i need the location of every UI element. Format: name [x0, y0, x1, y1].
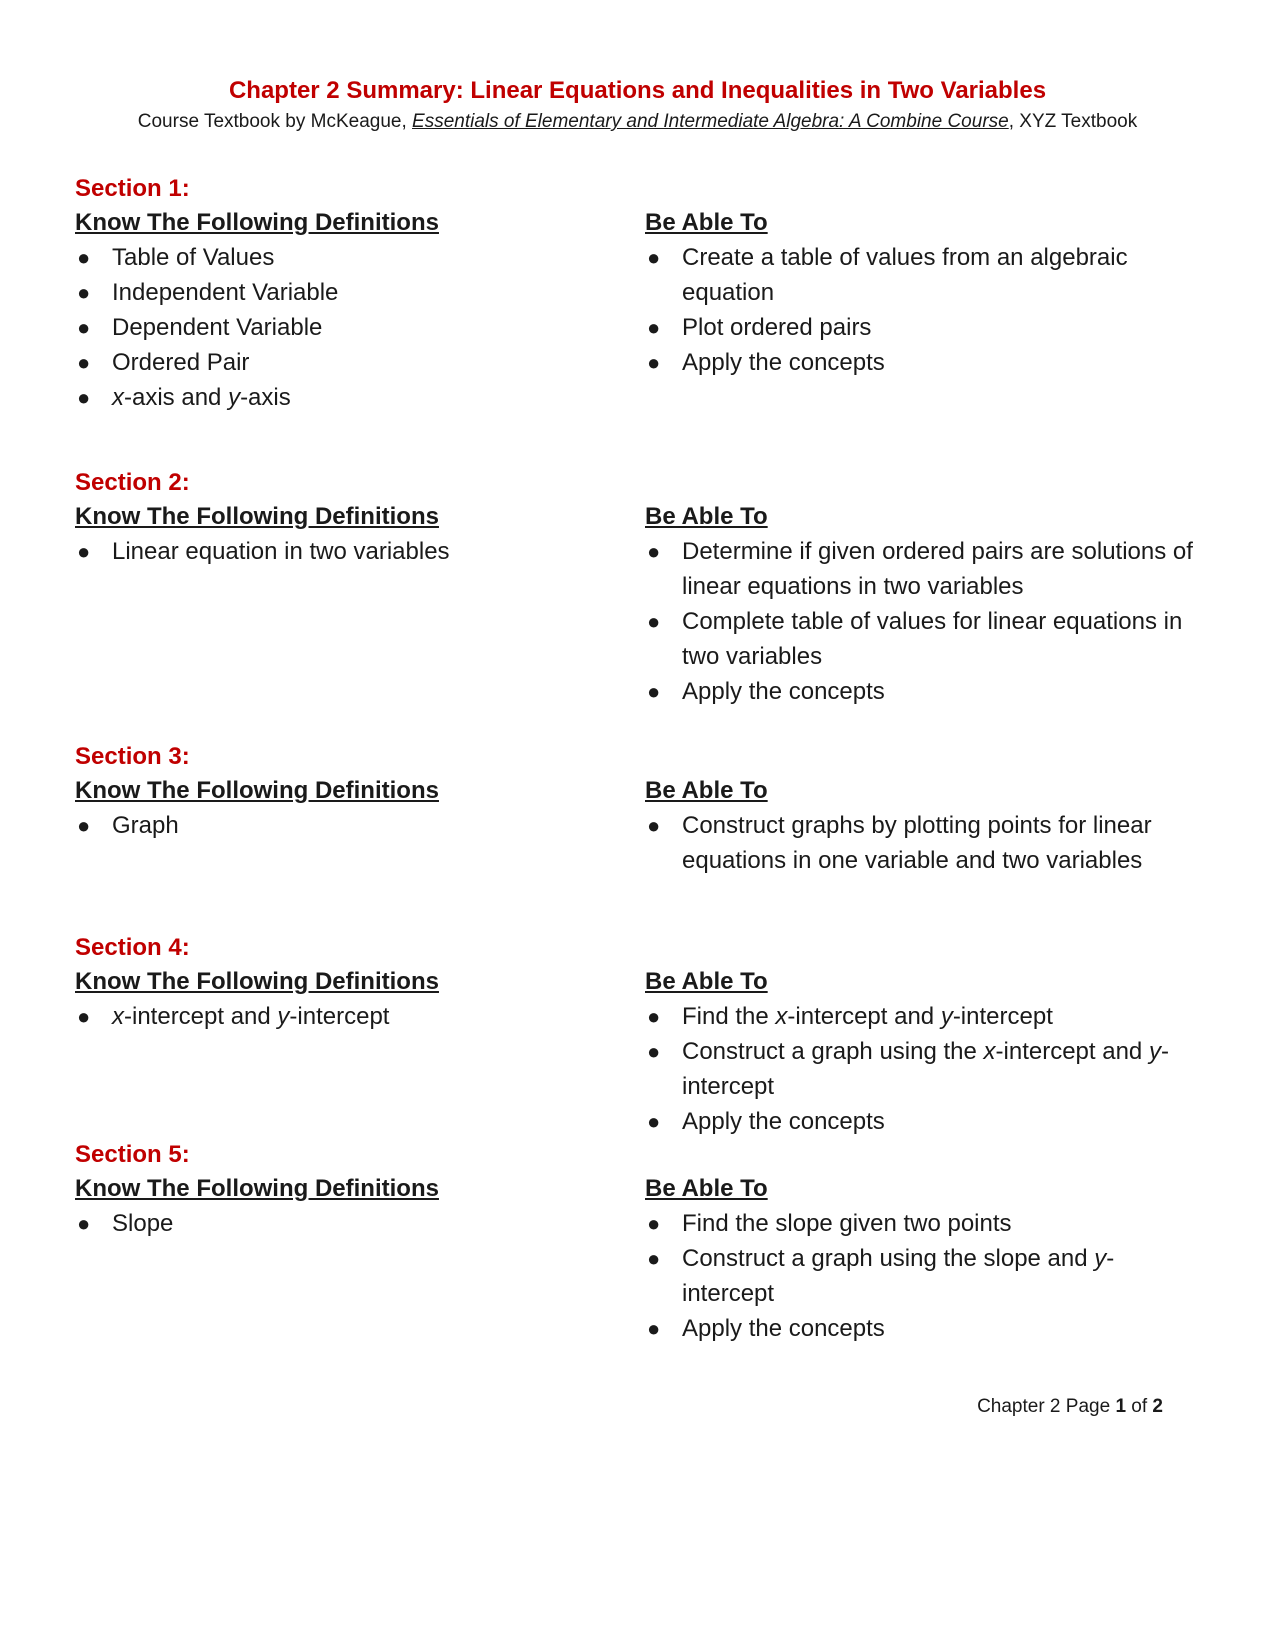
definitions-column	[75, 206, 645, 415]
definitions-column	[75, 965, 645, 1139]
bullet-icon: ●	[77, 280, 91, 305]
bullet-icon: ●	[647, 315, 661, 340]
skills-column	[645, 1172, 1205, 1346]
page-title: Chapter 2 Summary: Linear Equations and Inequalities in Two Variables	[228, 77, 1047, 104]
list-item: ● Apply the concepts	[645, 345, 1205, 380]
bullet-icon: ●	[647, 609, 661, 634]
list-item: ● Determine if given ordered pairs are solutions of linear equations in two variables	[645, 534, 1205, 604]
list-item: ● Find the x-intercept and y-intercept	[645, 999, 1205, 1034]
bullet-icon: ●	[77, 385, 91, 410]
section-5	[75, 1138, 1205, 1346]
skills-heading: Be Able To	[645, 503, 768, 530]
bullet-icon: ●	[647, 1109, 661, 1134]
list-item: ● x-intercept and y-intercept	[75, 999, 645, 1034]
section-1	[75, 172, 1205, 415]
bullet-icon: ●	[77, 315, 91, 340]
definitions-list	[75, 534, 645, 569]
skills-list	[645, 808, 1205, 878]
bullet-icon: ●	[647, 245, 661, 270]
section-4	[75, 931, 1205, 1139]
bullet-icon: ●	[647, 679, 661, 704]
skills-column	[645, 965, 1205, 1139]
section-label: Section 4:	[75, 934, 190, 961]
skills-heading: Be Able To	[645, 968, 768, 995]
skills-list	[645, 240, 1205, 380]
list-item: ● Slope	[75, 1206, 645, 1241]
list-item: ● Find the slope given two points	[645, 1206, 1205, 1241]
list-item: ● Create a table of values from an algebraic equation	[645, 240, 1205, 310]
definitions-list	[75, 999, 645, 1034]
course-textbook-line	[0, 110, 1275, 134]
skills-list	[645, 999, 1205, 1139]
list-item: ● Apply the concepts	[645, 674, 1205, 709]
list-item: ● Apply the concepts	[645, 1104, 1205, 1139]
list-item: ● Ordered Pair	[75, 345, 645, 380]
bullet-icon: ●	[647, 350, 661, 375]
section-label: Section 5:	[75, 1141, 190, 1168]
bullet-icon: ●	[647, 1004, 661, 1029]
bullet-icon: ●	[647, 1246, 661, 1271]
skills-heading: Be Able To	[645, 1175, 768, 1202]
total-pages: 2	[1152, 1396, 1163, 1417]
subtitle-suffix: , XYZ Textbook	[1008, 111, 1138, 132]
list-item: ● Independent Variable	[75, 275, 645, 310]
list-item: ● Construct a graph using the x-intercept and y-intercept	[645, 1034, 1205, 1104]
section-label: Section 2:	[75, 469, 190, 496]
definitions-heading: Know The Following Definitions	[75, 503, 439, 530]
list-item: ● Construct graphs by plotting points for linear equations in one variable and two variables	[645, 808, 1205, 878]
skills-column	[645, 206, 1205, 415]
page-footer	[977, 1395, 1163, 1419]
section-3	[75, 740, 1205, 878]
section-2	[75, 466, 1205, 709]
skills-list	[645, 1206, 1205, 1346]
bullet-icon: ●	[647, 813, 661, 838]
list-item: ● Dependent Variable	[75, 310, 645, 345]
bullet-icon: ●	[77, 350, 91, 375]
definitions-list	[75, 1206, 645, 1241]
list-item: ● Linear equation in two variables	[75, 534, 645, 569]
bullet-icon: ●	[77, 245, 91, 270]
section-label: Section 1:	[75, 175, 190, 202]
definitions-heading: Know The Following Definitions	[75, 209, 439, 236]
definitions-list	[75, 240, 645, 415]
footer-of: of	[1126, 1396, 1153, 1417]
list-item: ● Plot ordered pairs	[645, 310, 1205, 345]
definitions-column	[75, 774, 645, 878]
bullet-icon: ●	[647, 1039, 661, 1064]
definitions-column	[75, 500, 645, 709]
bullet-icon: ●	[77, 813, 91, 838]
section-label: Section 3:	[75, 743, 190, 770]
subtitle-prefix: Course Textbook by McKeague,	[137, 111, 413, 132]
bullet-icon: ●	[647, 1316, 661, 1341]
definitions-heading: Know The Following Definitions	[75, 777, 439, 804]
footer-prefix: Chapter 2 Page	[977, 1396, 1116, 1417]
bullet-icon: ●	[647, 539, 661, 564]
list-item: ● Graph	[75, 808, 645, 843]
bullet-icon: ●	[77, 1211, 91, 1236]
list-item: ● Complete table of values for linear equations in two variables	[645, 604, 1205, 674]
bullet-icon: ●	[77, 1004, 91, 1029]
definitions-list	[75, 808, 645, 843]
textbook-title: Essentials of Elementary and Intermediate Algebra: A Combine Course	[412, 111, 1009, 132]
bullet-icon: ●	[647, 1211, 661, 1236]
list-item: ● Construct a graph using the slope and y-intercept	[645, 1241, 1205, 1311]
skills-column	[645, 500, 1205, 709]
bullet-icon: ●	[77, 539, 91, 564]
list-item: ● Table of Values	[75, 240, 645, 275]
list-item: ● x-axis and y-axis	[75, 380, 645, 415]
definitions-heading: Know The Following Definitions	[75, 968, 439, 995]
skills-heading: Be Able To	[645, 209, 768, 236]
skills-list	[645, 534, 1205, 709]
list-item: ● Apply the concepts	[645, 1311, 1205, 1346]
skills-heading: Be Able To	[645, 777, 768, 804]
definitions-heading: Know The Following Definitions	[75, 1175, 439, 1202]
definitions-column	[75, 1172, 645, 1346]
skills-column	[645, 774, 1205, 878]
current-page-number: 1	[1115, 1396, 1127, 1417]
